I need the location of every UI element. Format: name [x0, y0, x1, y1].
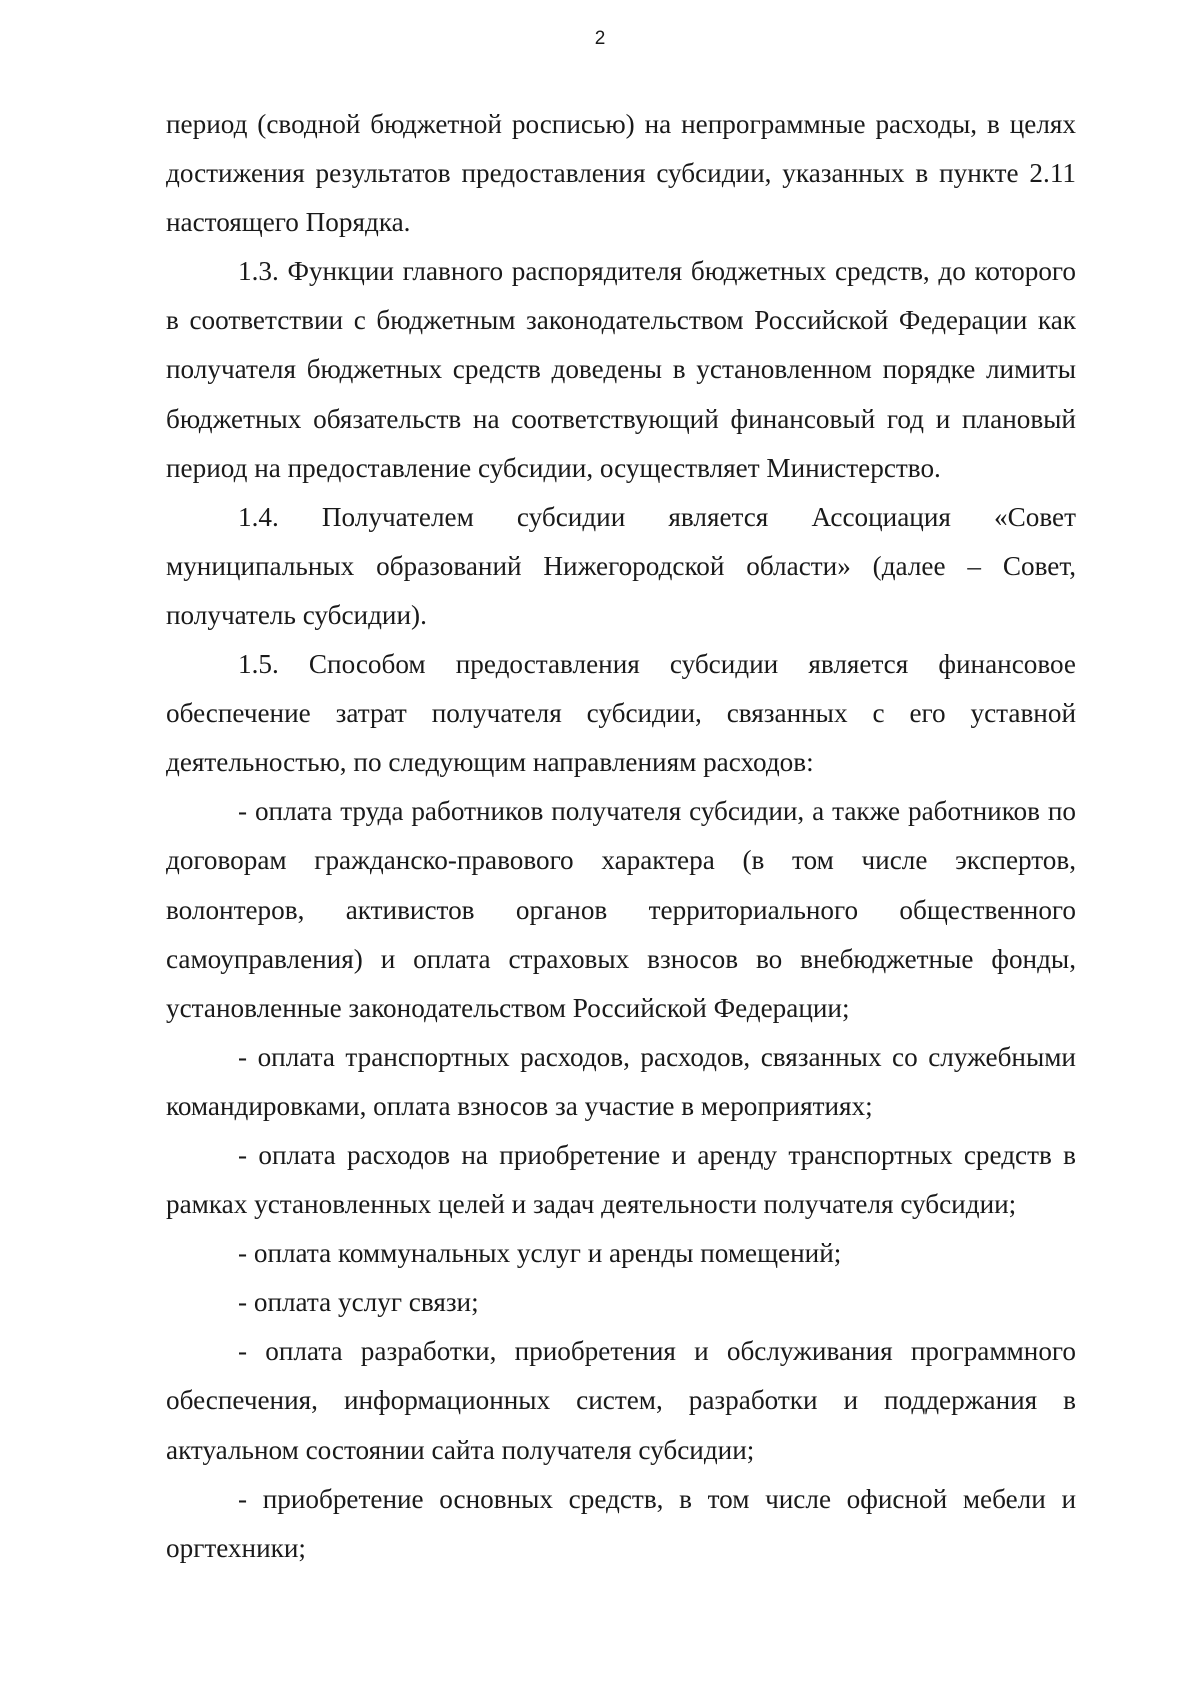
- list-item-labor-payment: - оплата труда работников получателя субсидии, а также работников по договорам гражданско-правового характера (в том числе экспертов, волонтеров, активистов органов территориального общественного самоуправления) и оплата страховых взносов во внебюджетные фонды, установленные законодательством Российской Федерации;: [166, 796, 1076, 1023]
- paragraph-1-3: 1.3. Функции главного распорядителя бюджетных средств, до которого в соответствии с бюджетным законодательством Российской Федерации как получателя бюджетных средств доведены в установленном порядке лимиты бюджетных обязательств на соответствующий финансовый год и плановый период на предоставление субсидии, осуществляет Министерство.: [166, 256, 1076, 483]
- list-item-software: - оплата разработки, приобретения и обслуживания программного обеспечения, информационных систем, разработки и поддержания в актуальном состоянии сайта получателя субсидии;: [166, 1336, 1076, 1465]
- list-item-fixed-assets: - приобретение основных средств, в том числе офисной мебели и оргтехники;: [166, 1483, 1076, 1563]
- document-body: [166, 100, 1076, 1573]
- paragraph-1-4: 1.4. Получателем субсидии является Ассоциация «Совет муниципальных образований Нижегородской области» (далее – Совет, получатель субсидии).: [166, 501, 1076, 630]
- paragraph-1-5: 1.5. Способом предоставления субсидии является финансовое обеспечение затрат получателя субсидии, связанных с его уставной деятельностью, по следующим направлениям расходов:: [166, 649, 1076, 778]
- list-item-communication: - оплата услуг связи;: [238, 1287, 479, 1318]
- paragraph-continuation: период (сводной бюджетной росписью) на непрограммные расходы, в целях достижения результатов предоставления субсидии, указанных в пункте 2.11 настоящего Порядка.: [166, 109, 1076, 238]
- list-item-utilities: - оплата коммунальных услуг и аренды помещений;: [238, 1238, 842, 1269]
- list-item-vehicle-purchase: - оплата расходов на приобретение и аренду транспортных средств в рамках установленных целей и задач деятельности получателя субсидии;: [166, 1139, 1076, 1220]
- page-number: 2: [594, 28, 606, 49]
- list-item-transport-expenses: - оплата транспортных расходов, расходов, связанных со служебными командировками, оплата взносов за участие в мероприятиях;: [166, 1041, 1076, 1121]
